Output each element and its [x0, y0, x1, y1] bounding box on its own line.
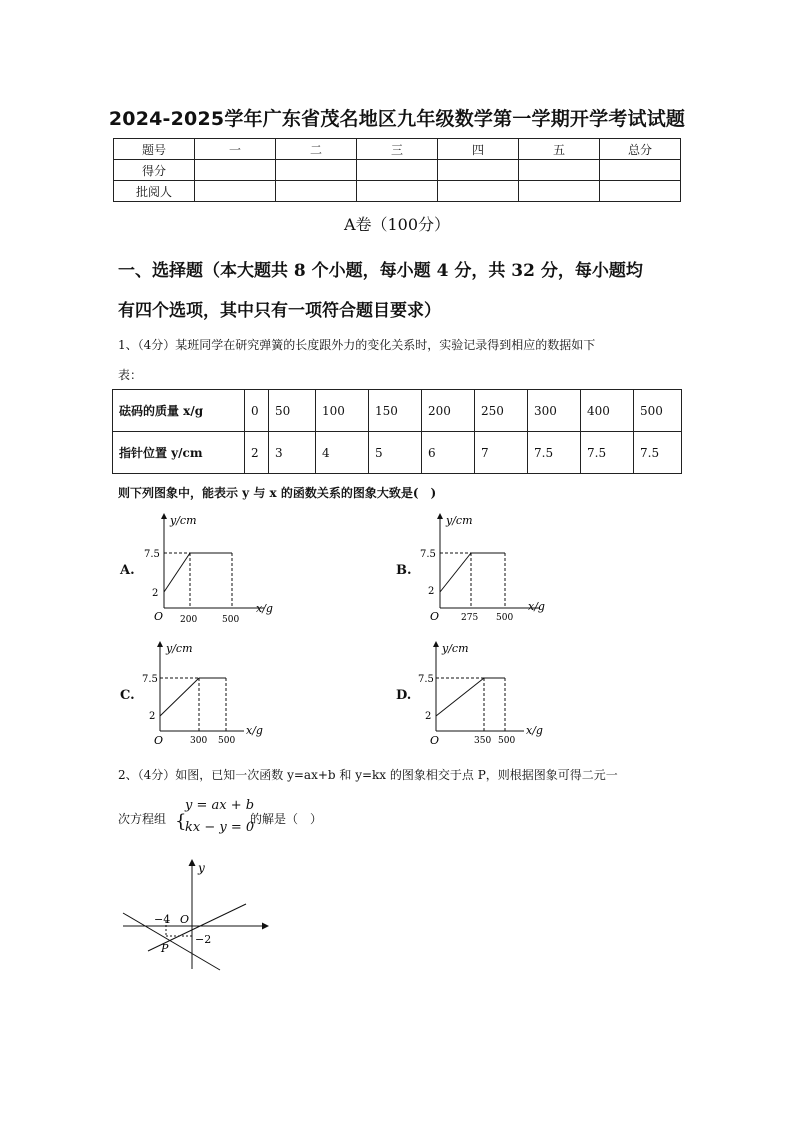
y-axis-label: y	[198, 861, 205, 875]
x-axis-label: x/g	[246, 724, 263, 737]
option-d-label[interactable]: D.	[396, 688, 412, 703]
score-header-cell: 四	[438, 139, 519, 160]
equation-2: kx − y = 0	[185, 820, 255, 835]
exam-title: 2024-2025学年广东省茂名地区九年级数学第一学期开学考试试题	[108, 108, 686, 130]
y-top-tick: 7.5	[144, 549, 160, 560]
grader-cell[interactable]	[276, 181, 357, 202]
x-axis-label: x/g	[256, 602, 273, 615]
score-cell[interactable]	[276, 160, 357, 181]
q1-position-value: 4	[316, 432, 369, 474]
q1-position-value: 6	[422, 432, 475, 474]
y-start-tick: 2	[152, 588, 159, 599]
q1-position-value: 3	[269, 432, 316, 474]
score-header-cell: 二	[276, 139, 357, 160]
x-end-tick: 500	[498, 736, 516, 746]
q2-figure	[118, 855, 278, 975]
y-mark-label: −2	[195, 933, 212, 946]
y-axis-label: y/cm	[170, 514, 197, 527]
origin-label: O	[430, 734, 440, 747]
rising-segment	[164, 553, 190, 592]
q1-position-value: 7.5	[634, 432, 682, 474]
q1-position-label: 指针位置 y/cm	[113, 432, 245, 474]
grader-row	[114, 181, 681, 202]
score-row	[114, 160, 681, 181]
x-end-tick: 500	[218, 736, 236, 746]
q1-question: 则下列图象中，能表示 y 与 x 的函数关系的图象大致是( )	[118, 486, 437, 500]
y-start-tick: 2	[149, 711, 156, 722]
x-mark-label: −4	[154, 913, 171, 926]
q1-position-row	[113, 432, 682, 474]
section-heading-line1: 一、选择题（本大题共 8 个小题，每小题 4 分，共 32 分，每小题均	[118, 261, 643, 281]
y-axis-label: y/cm	[166, 642, 193, 655]
q1-mass-row	[113, 390, 682, 432]
score-header-cell: 一	[195, 139, 276, 160]
origin-label: O	[180, 913, 190, 926]
score-cell[interactable]	[357, 160, 438, 181]
x-turn-tick: 350	[474, 736, 492, 746]
grader-row-label: 批阅人	[114, 181, 195, 202]
system-brace: {	[175, 811, 187, 832]
rising-segment	[440, 553, 471, 592]
point-p-label: P	[161, 942, 169, 955]
score-cell[interactable]	[600, 160, 681, 181]
q1-position-value: 2	[245, 432, 269, 474]
q1-stem-line1: 1、（4分）某班同学在研究弹簧的长度跟外力的变化关系时，实验记录得到相应的数据如下	[118, 338, 596, 352]
section-heading-line2: 有四个选项，其中只有一项符合题目要求）	[118, 301, 441, 321]
score-header-cell: 五	[519, 139, 600, 160]
q1-mass-value: 0	[245, 390, 269, 432]
q1-data-table	[112, 389, 682, 474]
score-table	[113, 138, 681, 202]
q1-position-value: 7.5	[581, 432, 634, 474]
option-b-label[interactable]: B.	[396, 563, 412, 578]
origin-label: O	[154, 734, 164, 747]
y-top-tick: 7.5	[142, 674, 158, 685]
option-c-graph	[140, 636, 280, 748]
option-b-graph	[416, 508, 556, 628]
q1-position-value: 7.5	[528, 432, 581, 474]
y-start-tick: 2	[425, 711, 432, 722]
q1-mass-value: 100	[316, 390, 369, 432]
q1-mass-value: 500	[634, 390, 682, 432]
option-c-label[interactable]: C.	[120, 688, 135, 703]
q1-mass-value: 50	[269, 390, 316, 432]
y-top-tick: 7.5	[420, 549, 436, 560]
option-d-graph	[416, 636, 556, 748]
q1-stem-line2: 表：	[118, 368, 143, 382]
x-end-tick: 500	[222, 615, 240, 625]
rising-segment	[160, 678, 199, 716]
volume-label: A卷（100分）	[343, 215, 451, 234]
score-row-label: 得分	[114, 160, 195, 181]
option-a-graph	[140, 508, 280, 628]
x-turn-tick: 275	[461, 613, 479, 623]
x-end-tick: 500	[496, 613, 514, 623]
x-turn-tick: 200	[180, 615, 198, 625]
q2-stem-lead: 次方程组	[118, 812, 167, 826]
grader-cell[interactable]	[519, 181, 600, 202]
q1-mass-value: 250	[475, 390, 528, 432]
q1-mass-label: 砝码的质量 x/g	[113, 390, 245, 432]
rising-segment	[436, 678, 484, 716]
q1-position-value: 7	[475, 432, 528, 474]
y-start-tick: 2	[428, 586, 435, 597]
y-axis-label: y/cm	[442, 642, 469, 655]
q1-mass-value: 150	[369, 390, 422, 432]
origin-label: O	[154, 610, 164, 623]
origin-label: O	[430, 610, 440, 623]
x-axis-label: x/g	[528, 600, 545, 613]
option-a-label[interactable]: A.	[120, 563, 135, 578]
y-top-tick: 7.5	[418, 674, 434, 685]
y-axis-label: y/cm	[446, 514, 473, 527]
q2-stem-tail: 的解是（ ）	[250, 812, 323, 826]
grader-cell[interactable]	[438, 181, 519, 202]
grader-cell[interactable]	[600, 181, 681, 202]
score-header-cell: 三	[357, 139, 438, 160]
score-cell[interactable]	[195, 160, 276, 181]
q1-mass-value: 200	[422, 390, 475, 432]
equation-1: y = ax + b	[185, 798, 255, 813]
q1-mass-value: 300	[528, 390, 581, 432]
grader-cell[interactable]	[357, 181, 438, 202]
score-cell[interactable]	[519, 160, 600, 181]
score-table-header-row	[114, 139, 681, 160]
x-axis-label: x/g	[526, 724, 543, 737]
q1-position-value: 5	[369, 432, 422, 474]
score-cell[interactable]	[438, 160, 519, 181]
q2-stem-line1: 2、（4分）如图，已知一次函数 y=ax+b 和 y=kx 的图象相交于点 P，则根据图象可得二元一	[118, 768, 618, 782]
q1-mass-value: 400	[581, 390, 634, 432]
grader-cell[interactable]	[195, 181, 276, 202]
score-header-cell: 题号	[114, 139, 195, 160]
x-turn-tick: 300	[190, 736, 208, 746]
score-header-cell: 总分	[600, 139, 681, 160]
